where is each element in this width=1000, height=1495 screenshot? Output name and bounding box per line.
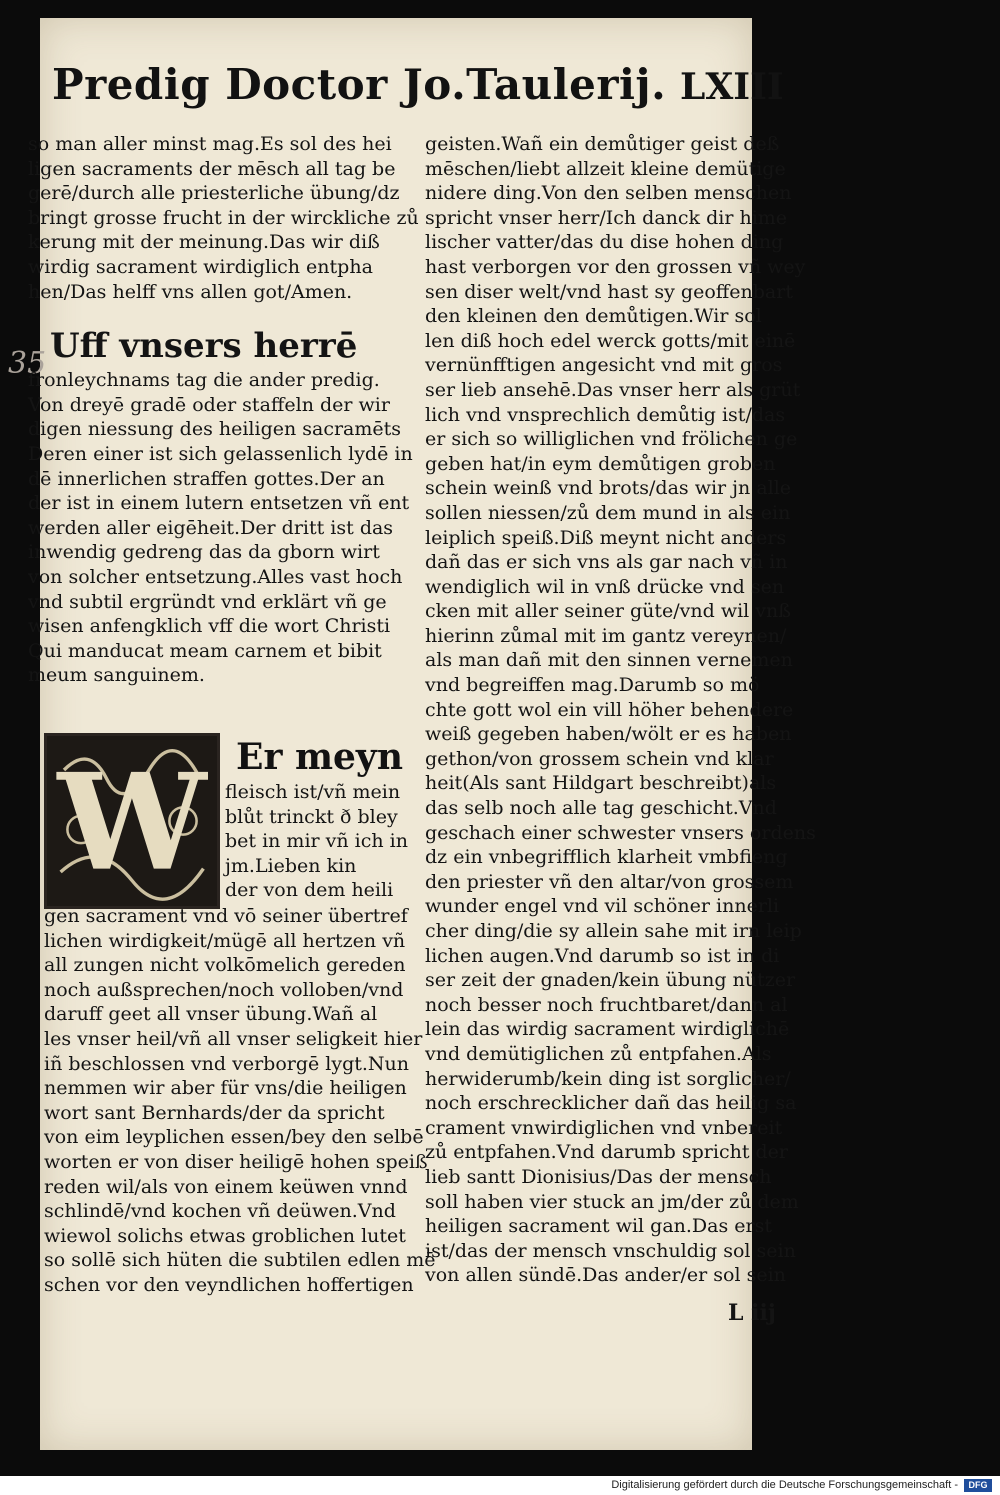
text-line: ligen sacraments der mēsch all tag be [28, 157, 396, 180]
text-line: das selb noch alle tag geschicht.Vnd [425, 797, 777, 820]
text-line: all zungen nicht volkōmelich gereden [44, 954, 406, 977]
text-line: der von dem heili [225, 879, 394, 902]
text-line: von eim leyplichen essen/bey den selbē [44, 1126, 424, 1149]
text-line: iñ beschlossen vnd verborgē lygt.Nun [44, 1052, 410, 1075]
text-line: noch besser noch fruchtbaret/dann al [425, 993, 788, 1016]
decorated-initial [44, 733, 220, 909]
spacer [28, 304, 408, 324]
text-line: cken mit aller seiner güte/vnd wil vnß [425, 600, 791, 623]
opening-word: Er meyn [236, 736, 404, 778]
text-line: ist/das der mensch vnschuldig sol sein [425, 1239, 796, 1262]
text-line: weiß gegeben haben/wölt er es haben [425, 723, 792, 746]
text-line: geschach einer schwester vnsers ordens [425, 821, 816, 844]
signature-mark: L iij [728, 1300, 776, 1326]
text-line: schen vor den veyndlichen hoffertigen [44, 1273, 414, 1296]
folio-number: LXIII [680, 66, 784, 108]
text-line: so man aller minst mag.Es sol des hei [28, 133, 392, 155]
text-line: lichen wirdigkeit/mügē all hertzen vñ [44, 929, 406, 952]
text-line: wisen anfengklich vff die wort Christi [28, 615, 391, 638]
text-line: von allen sündē.Das ander/er sol sein [425, 1264, 786, 1287]
text-line: hen/Das helff vns allen got/Amen. [28, 280, 353, 303]
text-line: bet in mir vñ ich in [225, 830, 408, 853]
text-line: lieb santt Dionisius/Das der mensch [425, 1165, 772, 1188]
running-title: Predig Doctor Jo.Taulerij. [52, 60, 667, 109]
text-line: noch außsprechen/noch volloben/vnd [44, 978, 404, 1001]
text-line: wort sant Bernhards/der da spricht [44, 1101, 385, 1124]
text-line: kerung mit der meinung.Das wir diß [28, 231, 380, 254]
initial-wrap-text [225, 780, 408, 903]
left-column [28, 132, 419, 688]
text-line: vnd begreiffen mag.Darumb so mö [425, 674, 760, 697]
text-line: heiligen sacrament wil gan.Das erst [425, 1215, 772, 1238]
dfg-logo[interactable]: DFG [964, 1479, 992, 1492]
text-line: blůt trinckt ð bley [225, 805, 398, 828]
text-line: sollen niessen/zů dem mund in als ein [425, 501, 791, 524]
text-line: geisten.Wañ ein demůtiger geist deß [425, 133, 780, 155]
ornament-icon [47, 736, 217, 906]
text-line: gerē/durch alle priesterliche übung/dz [28, 182, 400, 205]
text-line: hierinn zůmal mit im gantz vereynen/ [425, 624, 787, 647]
margin-note: 35 [8, 346, 47, 381]
text-line: chte gott wol ein vill höher behendere [425, 698, 794, 721]
text-line: der ist in einem lutern entsetzen vñ ent [28, 492, 410, 515]
text-line: digen niessung des heiligen sacramēts [28, 418, 402, 441]
text-line: wunder engel vnd vil schöner innerli [425, 895, 780, 918]
digitization-footer [0, 1476, 1000, 1495]
text-line: leiplich speiß.Diß meynt nicht anders [425, 526, 787, 549]
text-line: soll haben vier stuck an jm/der zů dem [425, 1190, 799, 1213]
text-line: lich vnd vnsprechlich demůtig ist/das [425, 403, 786, 426]
text-line: schein weinß vnd brots/das wir jn alle [425, 477, 792, 500]
text-line: ser lieb ansehē.Das vnser herr als grüt [425, 378, 801, 401]
funding-credit: Digitalisierung gefördert durch die Deutsche Forschungsgemeinschaft - [611, 1479, 958, 1491]
text-line: gethon/von grossem schein vnd klar [425, 747, 774, 770]
text-line: les vnser heil/vñ all vnser seligkeit hier [44, 1027, 423, 1050]
text-line: geben hat/in eym demůtigen groben [425, 452, 776, 475]
text-line: reden wil/als von einem keüwen vnnd [44, 1175, 408, 1198]
text-line: jm.Lieben kin [225, 854, 357, 877]
text-line: Qui manducat meam carnem et bibit [28, 639, 382, 662]
text-line: dañ das er sich vns als gar nach vñ in [425, 551, 788, 574]
text-line: ser zeit der gnaden/kein übung nützer [425, 969, 796, 992]
text-line: Deren einer ist sich gelassenlich lydē in [28, 442, 413, 465]
text-line: meum sanguinem. [28, 664, 205, 687]
text-line: nidere ding.Von den selben menschen [425, 182, 792, 205]
text-line: cher ding/die sy allein sahe mit irn leip [425, 920, 802, 942]
text-line: von solcher entsetzung.Alles vast hoch [28, 565, 403, 588]
text-line: dz ein vnbegrifflich klarheit vmbfieng [425, 846, 788, 869]
text-line: hast verborgen vor den grossen vñ wey [425, 255, 806, 278]
text-line: gen sacrament vnd vō seiner übertref [44, 905, 408, 927]
text-line: werden aller eigēheit.Der dritt ist das [28, 516, 394, 539]
text-line: lein das wirdig sacrament wirdiglichē [425, 1018, 790, 1041]
text-line: bringt grosse frucht in der wirckliche zů [28, 206, 419, 229]
text-line: vnd subtil ergründt vnd erklärt vñ ge [28, 590, 387, 613]
text-line: als man dañ mit den sinnen vernemen [425, 649, 793, 672]
text-line: schlindē/vnd kochen vñ deüwen.Vnd [44, 1200, 396, 1223]
svg-text:W: W [57, 744, 207, 901]
text-line: wiewol solichs etwas groblichen lutet [44, 1224, 406, 1247]
text-line: lichen augen.Vnd darumb so ist in di [425, 944, 780, 967]
left-column-bottom [44, 904, 435, 1298]
text-line: so sollē sich hüten die subtilen edlen mē [44, 1249, 436, 1272]
text-line: sen diser welt/vnd hast sy geoffenbart [425, 280, 793, 303]
section-heading: Uff vnsers herrē [50, 326, 358, 367]
text-line: daruff geet all vnser übung.Wañ al [44, 1003, 378, 1026]
text-line: Von dreyē gradē oder staffeln der wir [28, 393, 390, 416]
text-line: den priester vñ den altar/von grossem [425, 870, 794, 893]
text-line: lischer vatter/das du dise hohen ding [425, 231, 784, 254]
text-line: spricht vnser herr/Ich danck dir hime [425, 206, 788, 229]
text-line: den kleinen den demůtigen.Wir sol [425, 305, 762, 328]
text-line: vernünfftigen angesicht vnd mit gros [425, 354, 783, 377]
text-line: crament vnwirdiglichen vnd vnbereit [425, 1116, 783, 1139]
text-line: dē innerlichen straffen gottes.Der an [28, 467, 385, 490]
text-line: zů entpfahen.Vnd darumb spricht der [425, 1141, 788, 1164]
text-line: er sich so williglichen vnd frölichen ge [425, 428, 798, 451]
text-line: wirdig sacrament wirdiglich entpha [28, 255, 373, 278]
text-line: worten er von diser heiligē hohen speiß [44, 1150, 428, 1173]
text-line: inwendig gedreng das da gborn wirt [28, 541, 380, 564]
text-line: heit(Als sant Hildgart beschreibt)als [425, 772, 777, 795]
text-line: len diß hoch edel werck gotts/mit einē [425, 329, 796, 352]
right-column [425, 132, 816, 1288]
text-line: fronleychnams tag die ander predig. [28, 369, 380, 392]
text-line: mēschen/liebt allzeit kleine demütige [425, 157, 786, 180]
text-line: noch erschrecklicher dañ das heilig sa [425, 1092, 797, 1115]
text-line: herwiderumb/kein ding ist sorglicher/ [425, 1067, 791, 1090]
text-line: nemmen wir aber für vns/die heiligen [44, 1077, 407, 1100]
text-line: wendiglich wil in vnß drücke vnd sen [425, 575, 785, 598]
text-line: vnd demütiglichen zů entpfahen.Als [425, 1042, 772, 1065]
text-line: fleisch ist/vñ mein [225, 781, 401, 803]
